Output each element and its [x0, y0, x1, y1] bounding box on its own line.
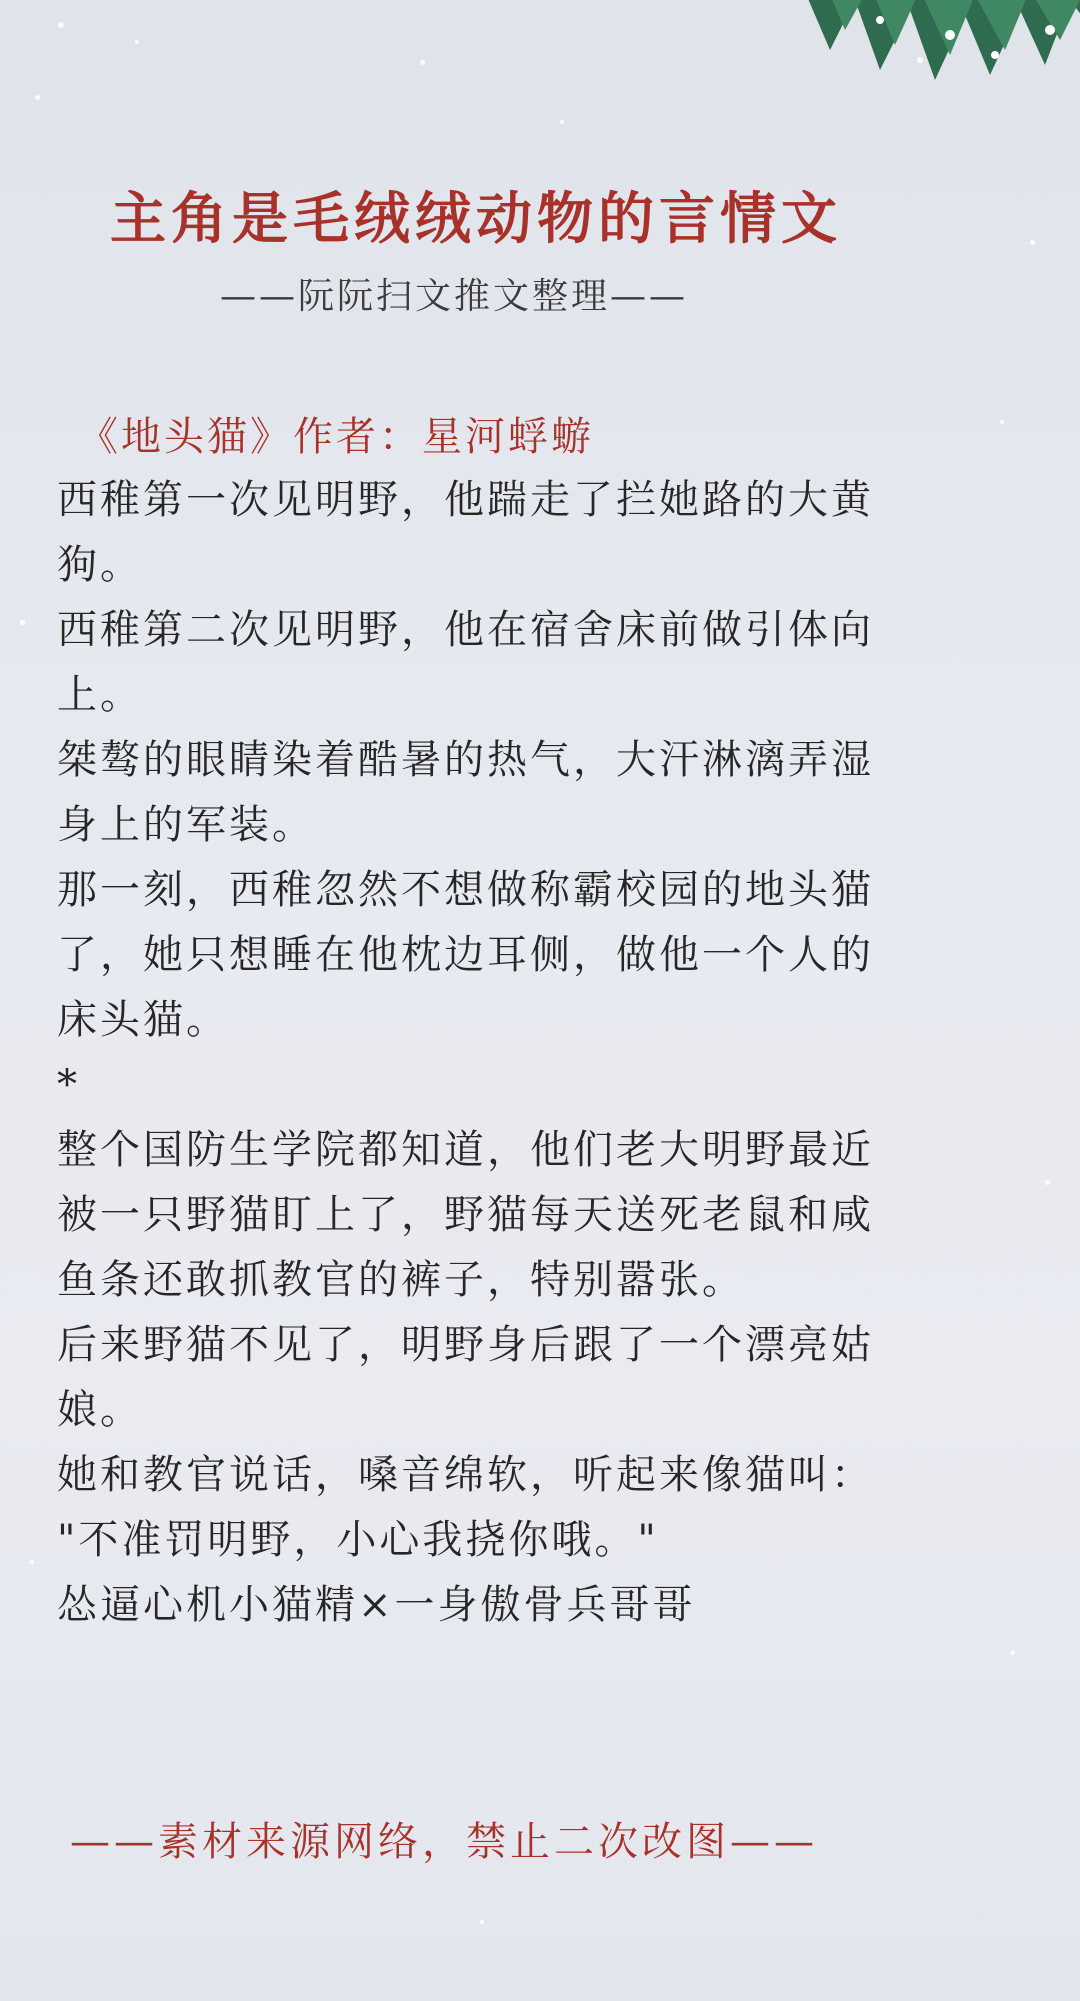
page-title: 主角是毛绒绒动物的言情文 [110, 186, 842, 252]
book-title: 《地头猫》作者：星河蜉蝣 [78, 414, 594, 460]
book-synopsis [57, 468, 1012, 1638]
synopsis-line: 那一刻，西稚忽然不想做称霸校园的地头猫 [57, 867, 874, 913]
synopsis-line: 西稚第二次见明野，他在宿舍床前做引体向 [57, 607, 874, 653]
snowflake-decoration [480, 1920, 484, 1924]
synopsis-line: 床头猫。 [57, 997, 229, 1043]
synopsis-line: 娘。 [57, 1387, 143, 1433]
synopsis-line: 被一只野猫盯上了，野猫每天送死老鼠和咸 [57, 1192, 874, 1238]
snowflake-decoration [35, 95, 40, 100]
synopsis-quote-line: "不准罚明野，小心我挠你哦。" [57, 1517, 659, 1563]
snowflake-decoration [1030, 240, 1035, 245]
snowflake-decoration [135, 40, 139, 44]
synopsis-line: 西稚第一次见明野，他踹走了拦她路的大黄 [57, 477, 874, 523]
synopsis-line: 她和教官说话，嗓音绵软，听起来像猫叫： [57, 1452, 874, 1498]
synopsis-line: 狗。 [57, 542, 143, 588]
synopsis-line: 身上的军装。 [57, 802, 315, 848]
snowflake-decoration [560, 120, 564, 124]
synopsis-tagline: 怂逼心机小猫精×一身傲骨兵哥哥 [57, 1582, 696, 1628]
snowflake-decoration [1045, 1180, 1050, 1185]
snowflake-decoration [58, 22, 64, 28]
synopsis-line: 鱼条还敢抓教官的裤子，特别嚣张。 [57, 1257, 745, 1303]
page-subtitle: ——阮阮扫文推文整理—— [220, 276, 689, 317]
snowflake-decoration [1010, 1650, 1015, 1655]
synopsis-line: 整个国防生学院都知道，他们老大明野最近 [57, 1127, 874, 1173]
synopsis-line: 了，她只想睡在他枕边耳侧，做他一个人的 [57, 932, 874, 978]
section-divider-asterisk: * [57, 1062, 80, 1108]
snowflake-decoration [30, 1560, 34, 1564]
snowflake-decoration [1000, 420, 1004, 424]
pine-branch-decoration [760, 0, 1080, 100]
synopsis-line: 上。 [57, 672, 143, 718]
snowflake-decoration [420, 60, 425, 65]
source-notice: ——素材来源网络，禁止二次改图—— [70, 1819, 818, 1865]
snowflake-decoration [20, 620, 25, 625]
synopsis-line: 后来野猫不见了，明野身后跟了一个漂亮姑 [57, 1322, 874, 1368]
synopsis-line: 桀骜的眼睛染着酷暑的热气，大汗淋漓弄湿 [57, 737, 874, 783]
